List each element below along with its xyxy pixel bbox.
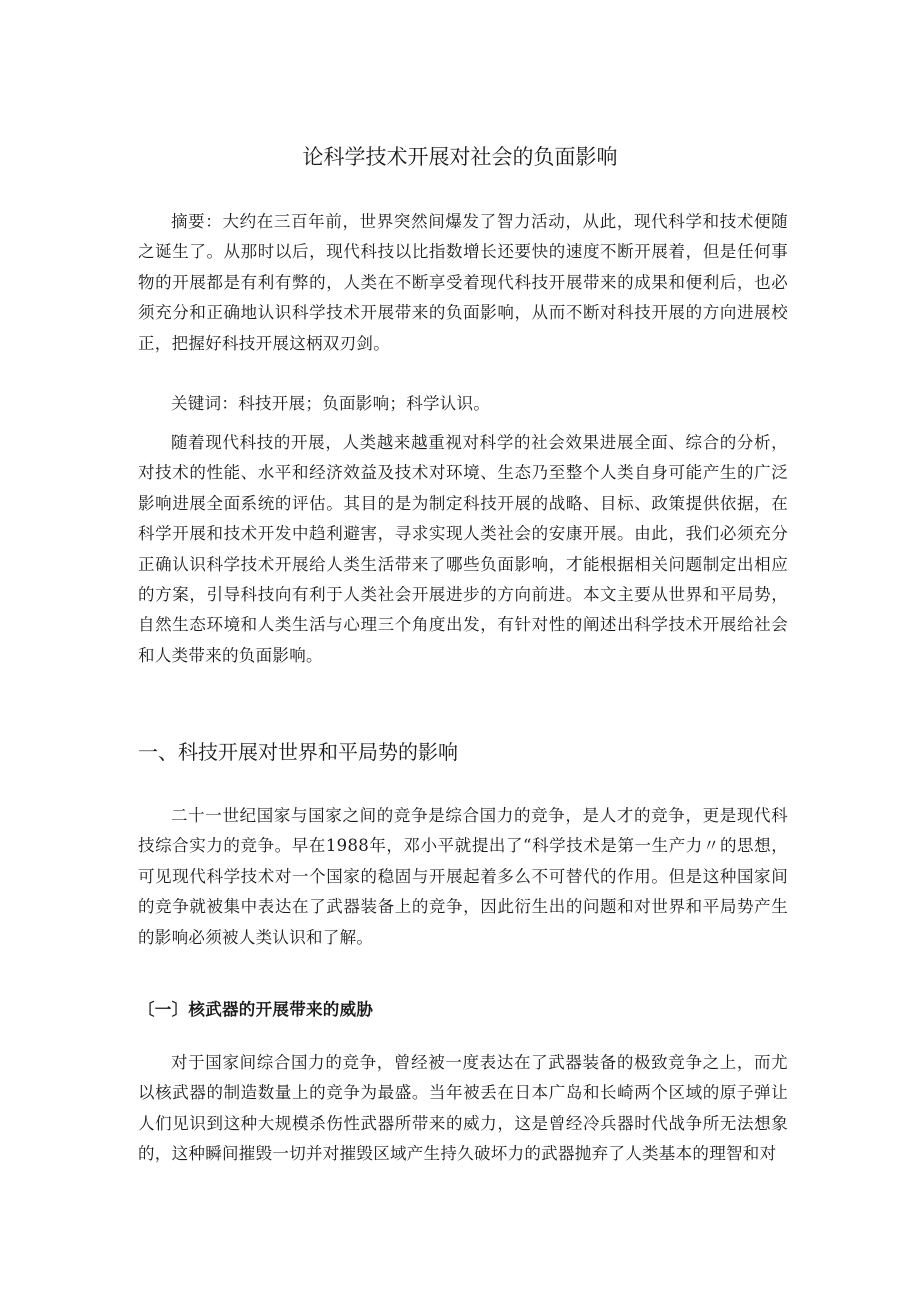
section1-paragraph: 二十一世纪国家与国家之间的竞争是综合国力的竞争，是人才的竞争，更是现代科技综合实力的竞争。早在1988年，邓小平就提出了“科学技术是第一生产力〃的思想，可见现代科学技术对一个国家的稳固与开展起着多么不可替代的作用。但是这种国家间的竞争就被集中表达在了武器装备上的竞争，因此衍生出的问题和对世界和平局势产生的影响必须被人类认识和了解。 xyxy=(138,806,788,947)
document-title: 论科学技术开展对社会的负面影响 xyxy=(302,145,618,169)
abstract-paragraph: 摘要：大约在三百年前，世界突然间爆发了智力活动，从此，现代科学和技术便随之诞生了。从那时以后，现代科技以比指数增长还要快的速度不断开展着，但是任何事物的开展都是有利有弊的，人类在不断享受着现代科技开展带来的成果和便利后，也必须充分和正确地认识科学技术开展带来的负面影响，从而不断对科技开展的方向进展校正，把握好科技开展这柄双刃剑。 xyxy=(138,212,788,353)
sub-heading-1: 〔一〕核武器的开展带来的威胁 xyxy=(138,1000,374,1019)
intro-paragraph: 随着现代科技的开展，人类越来越重视对科学的社会效果进展全面、综合的分析，对技术的性能、水平和经济效益及技术对环境、生态乃至整个人类自身可能产生的广泛影响进展全面系统的评估。其目的是为制定科技开展的战略、目标、政策提供依据，在科学开展和技术开发中趋利避害，寻求实现人类社会的安康开展。由此，我们必须充分正确认识科学技术开展给人类生活带来了哪些负面影响，才能根据相关问题制定出相应的方案，引导科技向有利于人类社会开展进步的方向前进。本文主要从世界和平局势，自然生态环境和人类生活与心理三个角度出发，有针对性的阐述出科学技术开展给社会和人类带来的负面影响。 xyxy=(138,433,788,665)
keywords-paragraph: 关键词：科技开展；负面影响；科学认识。 xyxy=(171,394,491,413)
section-heading-1: 一、科技开展对世界和平局势的影响 xyxy=(138,740,458,764)
sub1-paragraph: 对于国家间综合国力的竞争，曾经被一度表达在了武器装备的极致竞争之上，而尤以核武器的制造数量上的竞争为最盛。当年被丢在日本广岛和长崎两个区域的原子弹让人们见识到这种大规模杀伤性武器所带来的威力，这是曾经冷兵器时代战争所无法想象的，这种瞬间摧毁一切并对摧毁区域产生持久破坏力的武器抛弃了人类基本的理智和对 xyxy=(138,1053,788,1164)
